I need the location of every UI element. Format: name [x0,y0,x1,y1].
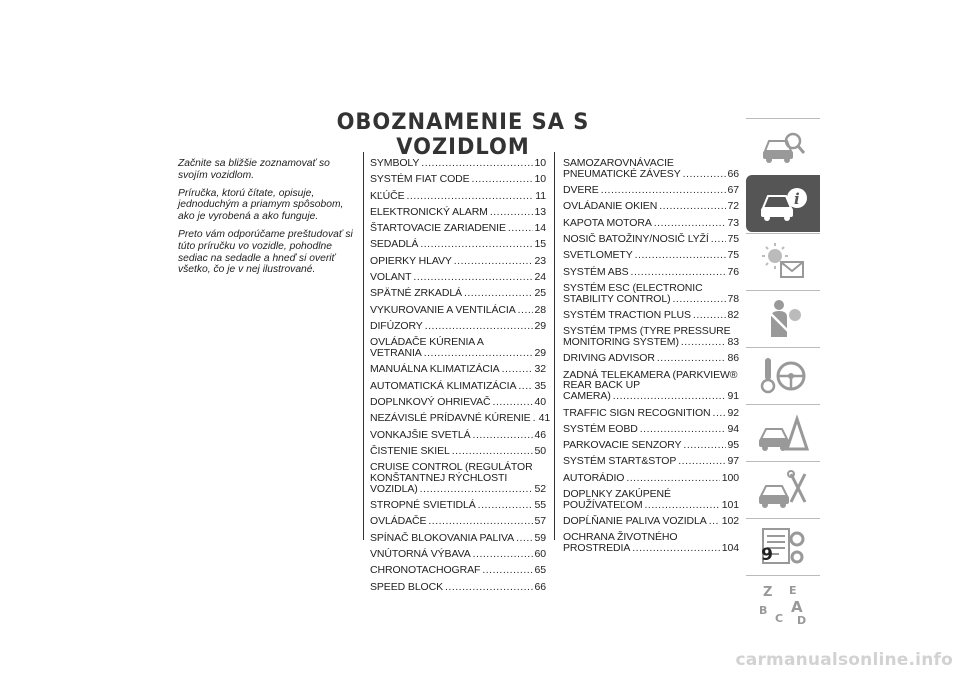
car-info-icon [757,182,809,226]
toc-entry[interactable] [370,397,546,408]
toc-leader-dots [472,174,533,185]
toc-leader-dots [673,294,726,305]
toc-entry[interactable] [563,440,739,451]
toc-entry-page: 10 [534,173,546,186]
toc-entry-title: KAPOTA MOTORA [563,216,652,229]
toc-entry-title: ŠTARTOVACIE ZARIADENIE [370,222,506,235]
toc-entry[interactable] [370,191,546,202]
toc-entry-page: 86 [727,352,739,365]
toc-entry-title: AUTORÁDIO [563,471,625,484]
toc-entry-line [563,267,739,278]
toc-entry-line [370,484,546,495]
toc-entry-line [563,516,739,527]
intro-paragraph: Príručka, ktorú čítate, opisuje, jednoduchým a priamym spôsobom, ako je vyrobená a ako funguje. [178,187,344,223]
toc-leader-dots [473,549,533,560]
toc-leader-dots [693,310,726,321]
tab-maintenance[interactable] [746,461,820,517]
toc-leader-dots [657,353,726,364]
toc-leader-dots [478,500,533,511]
toc-leader-dots [640,424,726,435]
toc-entry-page: 100 [721,471,739,484]
toc-entry[interactable] [563,267,739,278]
toc-leader-dots [508,223,533,234]
toc-entry-page: 78 [727,292,739,305]
toc-entry-title: DOPLNKOVÝ OHRIEVAČ [370,395,491,408]
toc-entry-line [563,456,739,467]
toc-entry-line [563,543,739,554]
toc-entry-line [370,321,546,332]
toc-entry[interactable] [370,381,546,392]
toc-leader-dots [635,250,726,261]
toc-leader-dots [683,169,726,180]
toc-entry[interactable] [370,446,546,457]
toc-entry-title-start: OCHRANA ŽIVOTNÉHO [563,531,678,544]
toc-entry[interactable] [370,174,546,185]
toc-entry-page: 23 [534,254,546,267]
toc-entry[interactable] [370,337,546,359]
toc-entry[interactable] [563,408,739,419]
toc-entry-title: OPIERKY HLAVY [370,254,452,267]
toc-entry-title: STABILITY CONTROL) [563,292,671,305]
toc-entry-page: 72 [727,200,739,213]
toc-entry[interactable] [563,201,739,212]
toc-entry-line [563,500,739,511]
tab-starting-driving[interactable] [746,347,820,403]
toc-entry-line [563,440,739,451]
toc-entry-title-start: SYSTÉM ESC (ELECTRONIC [563,281,703,294]
toc-entry-page: 91 [727,390,739,403]
toc-entry-page: 102 [721,515,739,528]
toc-entry[interactable] [370,305,546,316]
toc-entry-page: 73 [727,216,739,229]
toc-entry-title: SPÍNAČ BLOKOVANIA PALIVA [370,531,515,544]
toc-entry-title: VOLANT [370,271,412,284]
toc-entry-title: VNÚTORNÁ VÝBAVA [370,547,471,560]
toc-entry-title: MANUÁLNA KLIMATIZÁCIA [370,363,500,376]
svg-text:B: B [759,603,768,617]
toc-entry-line [563,218,739,229]
toc-leader-dots [464,288,533,299]
toc-entry-line [370,364,546,375]
toc-entry-page: 83 [727,336,739,349]
toc-leader-dots [678,456,725,467]
toc-entry-page: 66 [534,580,546,593]
toc-entry-page: 28 [534,303,546,316]
toc-entry-line [370,256,546,267]
toc-entry-page: 65 [534,564,546,577]
toc-entry-page: 60 [534,547,546,560]
toc-entry-line [563,408,739,419]
toc-entry[interactable] [563,158,739,180]
toc-entry[interactable] [370,158,546,169]
toc-entry-title: SYSTÉM ABS [563,265,629,278]
toc-entry-line [563,391,739,402]
toc-entry-page: 57 [534,515,546,528]
svg-text:D: D [797,613,807,626]
intro-paragraph: Začnite sa bližšie zoznamovať so svojím vozidlom. [178,158,330,181]
toc-entry-title: POUŽÍVATEĽOM [563,498,643,511]
toc-leader-dots [713,408,726,419]
toc-entry-title: OVLÁDAČE [370,515,427,528]
toc-entry-title: SYSTÉM EOBD [563,422,638,435]
toc-entry-line [370,516,546,527]
toc-entry-line [563,353,739,364]
toc-entry[interactable] [370,272,546,283]
toc-entry-title: ELEKTRONICKÝ ALARM [370,205,488,218]
toc-entry-line [370,582,546,593]
toc-entry-page: 76 [727,265,739,278]
toc-entry[interactable] [563,516,739,527]
toc-entry-title: SPÄTNÉ ZRKADLÁ [370,287,462,300]
toc-entry-page: 14 [534,222,546,235]
car-breakdown-icon [757,411,809,455]
toc-leader-dots [659,201,725,212]
toc-entry-line [370,272,546,283]
tab-car-info[interactable] [746,175,820,232]
toc-leader-dots [518,381,532,392]
toc-entry-line [370,223,546,234]
toc-entry-title: VOZIDLA) [370,482,418,495]
toc-entry[interactable] [563,489,739,511]
toc-entry-title: SEDADLÁ [370,238,419,251]
car-tools-icon [757,468,809,512]
toc-entry-page: 75 [727,232,739,245]
toc-entry[interactable] [370,364,546,375]
toc-entry-page: 75 [727,249,739,262]
toc-entry[interactable] [563,473,739,484]
toc-entry-page: 13 [534,205,546,218]
toc-entry-line [563,294,739,305]
toc-entry-page: 92 [727,406,739,419]
toc-entry[interactable] [370,239,546,250]
toc-entry-line [563,250,739,261]
toc-leader-dots [681,337,726,348]
toc-entry-title: SYMBOLY [370,157,420,169]
toc-entry-page: 40 [534,395,546,408]
toc-entry-page: 104 [721,542,739,555]
toc-leader-dots [533,413,537,424]
toc-entry-line [370,174,546,185]
toc-entry[interactable] [563,532,739,554]
toc-entry[interactable] [563,234,739,245]
toc-leader-dots [425,321,533,332]
tab-warning-lights[interactable] [746,233,820,289]
toc-entry[interactable] [370,462,546,494]
toc-entry-line [370,288,546,299]
toc-entry-title: SYSTÉM FIAT CODE [370,173,470,186]
toc-entry-page: 46 [534,428,546,441]
toc-entry-title: PROSTREDIA [563,542,631,555]
toc-entry-title-start: SYSTÉM TPMS (TYRE PRESSURE [563,325,731,338]
toc-entry-page: 67 [727,184,739,197]
watermark: carmanualsonline.info [735,650,953,670]
intro-text [178,158,358,282]
toc-entry-title: VETRANIA [370,347,422,360]
toc-entry[interactable] [370,500,546,511]
toc-leader-dots [613,391,726,402]
toc-leader-dots [631,267,726,278]
toc-entry-title: KĽÚČE [370,189,405,202]
toc-entry-line [370,381,546,392]
toc-entry[interactable] [563,283,739,305]
toc-entry[interactable] [370,321,546,332]
toc-entry-title: CHRONOTACHOGRAF [370,564,481,577]
toc-entry-page: 59 [534,531,546,544]
toc-entry-title: DOPĹŇANIE PALIVA VOZIDLA [563,515,707,528]
toc-entry-page: 11 [535,189,546,202]
toc-entry-line [370,158,546,169]
toc-leader-dots [420,484,533,495]
toc-entry-title: PARKOVACIE SENZORY [563,439,682,452]
tab-emergency[interactable] [746,404,820,460]
toc-entry[interactable] [563,310,739,321]
toc-leader-dots [601,185,726,196]
warning-light-message-icon [757,240,809,284]
alphabetical-index-icon [757,582,809,626]
toc-entry-line [563,201,739,212]
toc-entry-title: DIFÚZORY [370,319,423,332]
toc-entry-page: 32 [534,363,546,376]
toc-entry-line [563,337,739,348]
toc-entry[interactable] [563,326,739,348]
toc-entry-title-start: SAMOZAROVNÁVACIE [563,157,674,169]
toc-leader-dots [490,207,533,218]
toc-leader-dots [683,440,725,451]
column-divider [363,152,364,540]
toc-entry-page: 55 [534,499,546,512]
toc-entry-title: PNEUMATICKÉ ZÁVESY [563,167,681,180]
toc-leader-dots [493,397,533,408]
toc-entry[interactable] [370,516,546,527]
toc-entry-title: NOSIČ BATOŽINY/NOSIČ LYŽÍ [563,232,709,245]
toc-entry-title: DRIVING ADVISOR [563,352,655,365]
page-number: 9 [761,545,773,565]
toc-leader-dots [709,516,720,527]
toc-entry-page: 50 [534,444,546,457]
svg-text:C: C [775,611,784,625]
toc-entry[interactable] [370,549,546,560]
toc-entry[interactable] [563,370,739,402]
toc-leader-dots [424,348,533,359]
toc-entry-line [370,348,546,359]
toc-entry-page: 29 [534,347,546,360]
toc-entry-title: TRAFFIC SIGN RECOGNITION [563,406,711,419]
toc-entry-line [370,397,546,408]
toc-entry-page: 52 [534,482,546,495]
toc-leader-dots [482,565,532,576]
column-divider [554,152,555,540]
toc-entry[interactable] [563,218,739,229]
toc-entry[interactable] [370,533,546,544]
toc-entry-page: 41 [538,412,551,425]
toc-leader-dots [452,446,533,457]
toc-leader-dots [413,272,532,283]
toc-column-2 [563,158,739,560]
toc-entry-title: VONKAJŠIE SVETLÁ [370,428,471,441]
toc-entry-title: MONITORING SYSTEM) [563,336,679,349]
toc-entry-line [370,500,546,511]
toc-leader-dots [654,218,726,229]
toc-entry-line [563,473,739,484]
tab-safety[interactable] [746,290,820,346]
toc-entry-title: SYSTÉM TRACTION PLUS [563,308,691,321]
toc-entry[interactable] [563,250,739,261]
toc-leader-dots [428,516,532,527]
toc-leader-dots [711,234,726,245]
key-steering-wheel-icon [757,354,809,398]
toc-entry-page: 101 [721,498,739,511]
toc-leader-dots [454,256,533,267]
toc-entry-title: OVLÁDANIE OKIEN [563,200,658,213]
toc-leader-dots [626,473,719,484]
toc-entry-page: 94 [727,422,739,435]
toc-entry-title-start: ZADNÁ TELEKAMERA (PARKVIEW® REAR BACK UP [563,368,738,392]
toc-entry[interactable] [563,456,739,467]
svg-text:i: i [794,189,800,208]
toc-entry[interactable] [563,424,739,435]
seatbelt-airbag-icon [757,297,809,341]
toc-entry-title: STROPNÉ SVIETIDLÁ [370,499,476,512]
toc-leader-dots [421,158,532,169]
toc-entry[interactable] [563,353,739,364]
toc-entry-line [370,565,546,576]
toc-entry[interactable] [563,185,739,196]
toc-entry-line [370,430,546,441]
toc-leader-dots [445,582,533,593]
toc-entry-line [370,549,546,560]
toc-entry-title: AUTOMATICKÁ KLIMATIZÁCIA [370,379,517,392]
toc-entry-page: 29 [534,319,546,332]
toc-leader-dots [407,191,534,202]
toc-entry-line [563,234,739,245]
toc-entry[interactable] [370,430,546,441]
intro-paragraph: Preto vám odporúčame preštudovať si túto príručku vo vozidle, pohodlne sediac na sedadle a hneď si overiť všetko, čo je v nej ilustrované. [178,228,353,276]
toc-entry-title: SVETLOMETY [563,249,633,262]
toc-entry[interactable] [370,412,551,425]
toc-entry-page: 10 [534,157,546,169]
car-search-icon [757,125,809,169]
toc-entry-title-start: DOPLNKY ZAKÚPENÉ [563,488,671,501]
svg-text:A: A [791,597,803,616]
toc-entry-title: DVERE [563,184,599,197]
toc-leader-dots [516,533,532,544]
toc-entry-page: 82 [727,308,739,321]
toc-entry-page: 97 [727,455,739,468]
tab-car-search[interactable] [746,118,820,174]
toc-entry-page: 15 [534,238,546,251]
toc-entry[interactable] [370,582,546,593]
toc-column-1 [370,157,551,598]
toc-entry-title-start: OVLÁDAČE KÚRENIA A [370,336,484,349]
toc-entry-title: VYKUROVANIE A VENTILÁCIA [370,303,516,316]
toc-entry-page: 24 [534,271,546,284]
toc-leader-dots [420,239,532,250]
toc-entry[interactable] [370,223,546,234]
toc-leader-dots [502,364,533,375]
toc-entry-page: 25 [534,287,546,300]
tab-index[interactable] [746,575,820,631]
toc-entry-page: 35 [534,379,546,392]
toc-entry[interactable] [370,207,546,218]
toc-leader-dots [473,430,533,441]
toc-entry-line [563,424,739,435]
toc-entry-line [370,239,546,250]
toc-entry-page: 66 [727,167,739,180]
toc-entry-line [370,533,546,544]
toc-entry-title: CAMERA) [563,390,611,403]
page-title: OBOZNAMENIE SA S VOZIDLOM [336,108,590,160]
toc-entry-line [370,446,546,457]
svg-text:E: E [789,583,797,597]
toc-entry-line [563,185,739,196]
toc-leader-dots [645,500,720,511]
toc-entry[interactable] [370,565,546,576]
toc-entry[interactable] [370,288,546,299]
toc-leader-dots [518,305,533,316]
toc-entry-page: 95 [727,439,739,452]
toc-entry-line [370,305,546,316]
toc-entry-title: SPEED BLOCK [370,580,444,593]
toc-entry-line [563,310,739,321]
toc-entry-title: SYSTÉM START&STOP [563,455,677,468]
toc-leader-dots [632,543,720,554]
toc-entry-title: NEZÁVISLÉ PRÍDAVNÉ KÚRENIE [370,412,531,425]
svg-text:Z: Z [763,584,773,600]
toc-entry-title-start: CRUISE CONTROL (REGULÁTOR KONŠTANTNEJ RÝCHLOSTI [370,461,533,484]
toc-entry-line [370,191,546,202]
toc-entry-title: ČISTENIE SKIEL [370,444,450,457]
toc-entry-line [370,412,551,425]
toc-entry[interactable] [370,256,546,267]
toc-entry-line [563,169,739,180]
toc-entry-line [370,207,546,218]
